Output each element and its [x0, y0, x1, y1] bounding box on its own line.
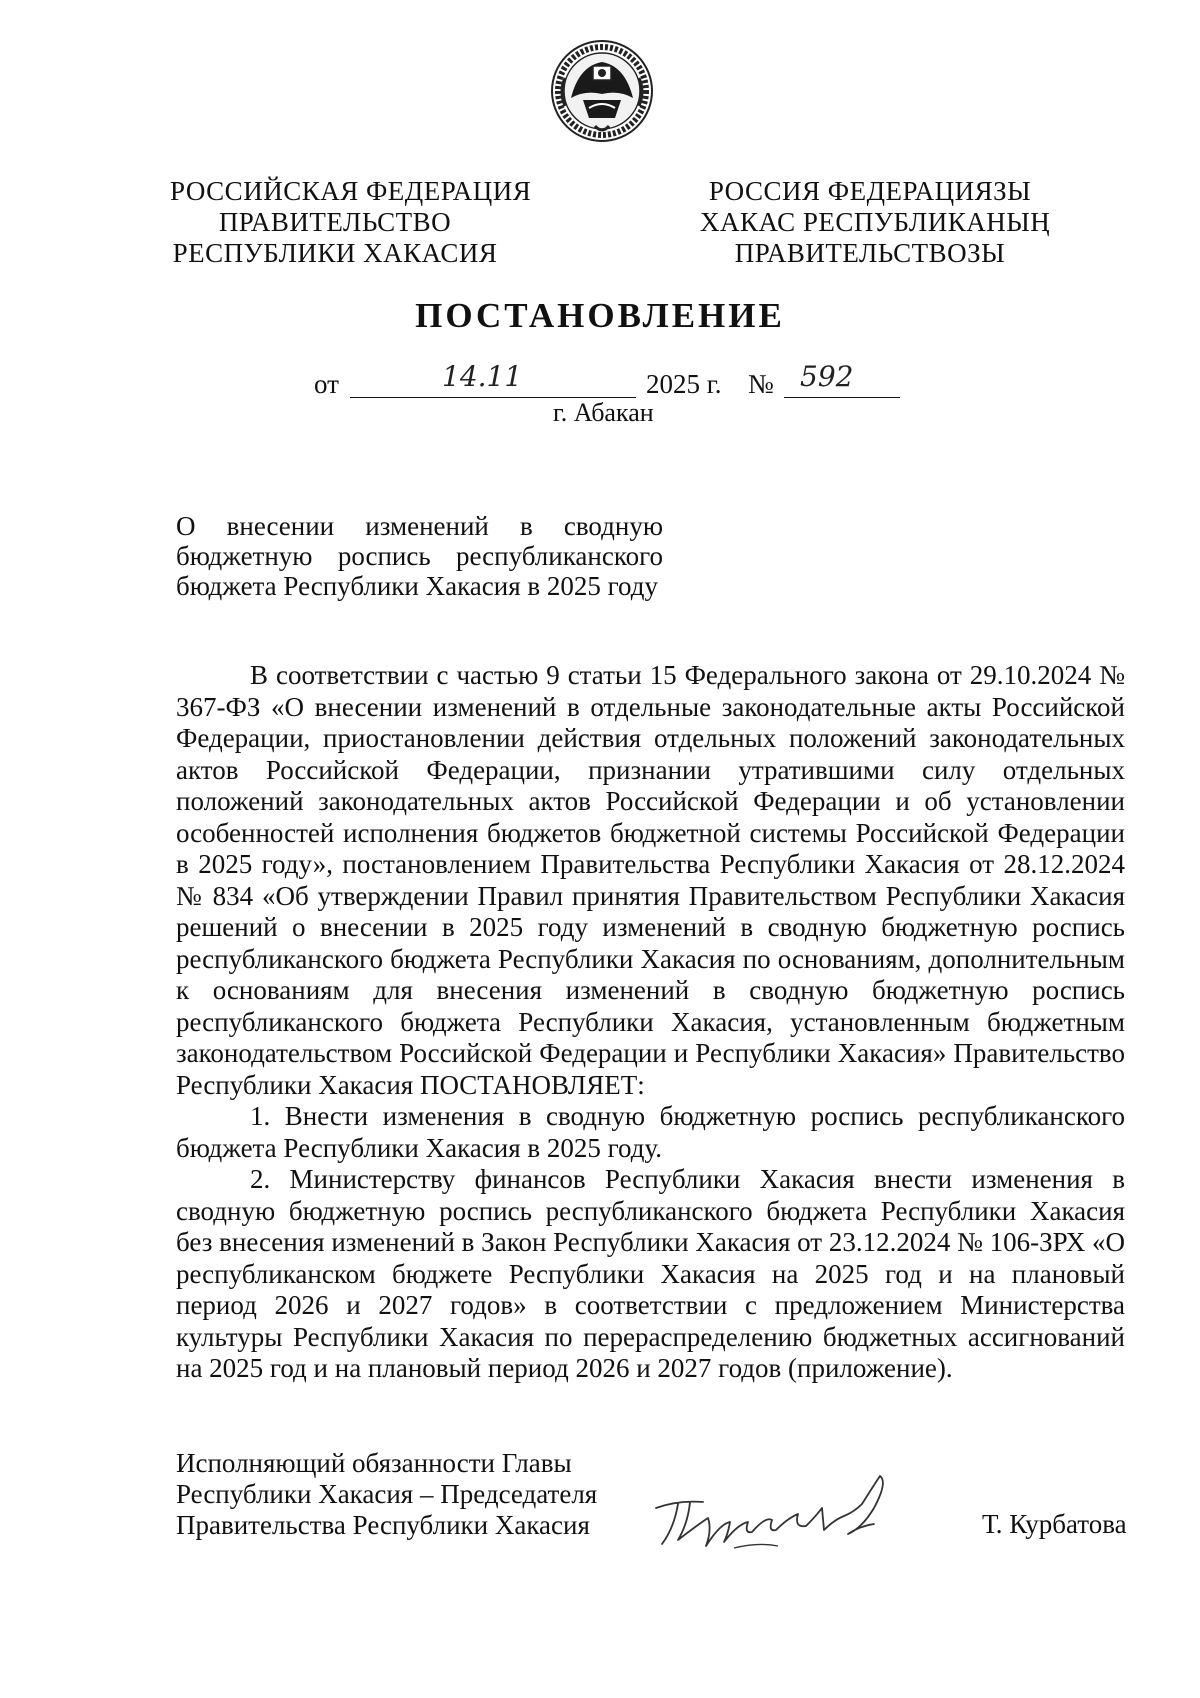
city: г. Абакан: [553, 398, 654, 427]
number-underline: [784, 397, 900, 398]
handwritten-number: 592: [800, 360, 854, 393]
header-line: РОССИЙСКАЯ ФЕДЕРАЦИЯ: [170, 176, 532, 206]
date-line: [0, 360, 1200, 402]
coat-of-arms-icon: [549, 38, 655, 144]
header-russian: [170, 176, 532, 269]
header-line: РЕСПУБЛИКИ ХАКАСИЯ: [172, 238, 498, 268]
header-line: ПРАВИТЕЛЬСТВОЗЫ: [734, 238, 1006, 268]
signatory-title-line: Правительства Республики Хакасия: [176, 1510, 590, 1540]
signatory-title: [176, 1448, 597, 1541]
handwritten-signature: [648, 1468, 898, 1558]
body-paragraph: В соответствии с частью 9 статьи 15 Федерального закона от 29.10.2024 № 367-ФЗ «О внесении изменений в отдельные законодательные акты Российской Федерации, приостановлении действия отдельных положений законодательных актов Российской Федерации, признании утратившими силу отдельных положений законодательных актов Российской Федерации и об установлении особенностей исполнения бюджетов бюджетной системы Российской Федерации в 2025 году», постановлением Правительства Республики Хакасия от 28.12.2024 № 834 «Об утверждении Правил принятия Правительством Республики Хакасия решений о внесении в 2025 году изменений в сводную бюджетную роспись республиканского бюджета Республики Хакасия по основаниям, дополнительным к основаниям для внесения изменений в сводную бюджетную роспись республиканского бюджета Республики Хакасия, установленным бюджетным законодательством Российской Федерации и Республики Хакасия» Правительство Республики Хакасия ПОСТАНОВЛЯЕТ:: [176, 660, 1125, 1100]
header-line: ПРАВИТЕЛЬСТВО: [218, 207, 452, 237]
signatory-title-line: Республики Хакасия – Председателя: [176, 1479, 598, 1509]
header-khakas: [700, 176, 1051, 269]
header-line: РОССИЯ ФЕДЕРАЦИЯЗЫ: [708, 176, 1032, 206]
subject-line: О внесении изменений в сводную: [176, 511, 663, 541]
handwritten-date: 14.11: [442, 360, 523, 393]
year-label: 2025 г.: [646, 369, 722, 399]
subject-block: [176, 511, 663, 601]
header-line: ХАКАС РЕСПУБЛИКАНЫҢ: [700, 207, 1051, 237]
document-type-title: ПОСТАНОВЛЕНИЕ: [415, 296, 785, 335]
body-paragraph: 2. Министерству финансов Республики Хакасия внести изменения в сводную бюджетную роспись республиканского бюджета Республики Хакасия без внесения изменений в Закон Республики Хакасия от 23.12.2024 № 106-ЗРХ «О республиканском бюджете Республики Хакасия на 2025 год и на плановый период 2026 и 2027 годов» в соответствии с предложением Министерства культуры Республики Хакасия по перераспределению бюджетных ассигнований на 2025 год и на плановый период 2026 и 2027 годов (приложение).: [176, 1164, 1125, 1383]
body-text: [176, 660, 1125, 1385]
subject-line: бюджетную роспись республиканского: [176, 541, 663, 571]
subject-line: бюджета Республики Хакасия в 2025 году: [176, 571, 659, 601]
signatory-name: Т. Курбатова: [982, 1509, 1127, 1539]
from-label: от: [314, 369, 339, 399]
body-paragraph: 1. Внести изменения в сводную бюджетную роспись республиканского бюджета Республики Хакасия в 2025 году.: [176, 1101, 1125, 1163]
number-label: №: [748, 369, 774, 399]
signatory-title-line: Исполняющий обязанности Главы: [176, 1448, 572, 1478]
